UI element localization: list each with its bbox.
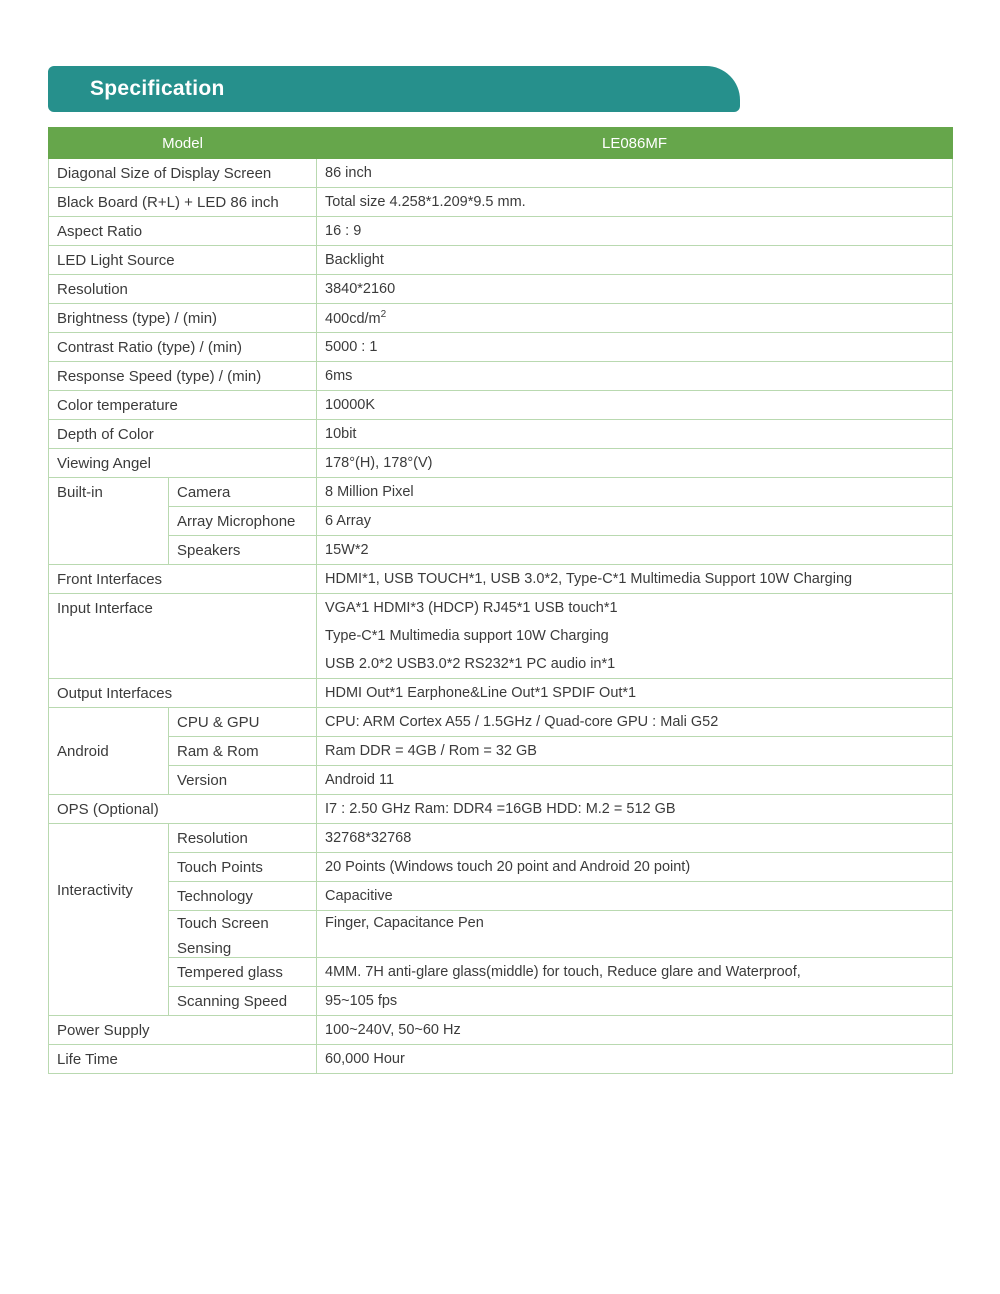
- row-value: 100~240V, 50~60 Hz: [317, 1016, 953, 1045]
- row-value: 178°(H), 178°(V): [317, 449, 953, 478]
- subrow-value: 8 Million Pixel: [317, 478, 953, 507]
- table-row: [49, 911, 953, 958]
- row-value: 86 inch: [317, 159, 953, 188]
- table-row: [49, 217, 953, 246]
- column-header-model: Model: [49, 128, 317, 159]
- input-interface-line: USB 2.0*2 USB3.0*2 RS232*1 PC audio in*1: [325, 656, 616, 672]
- table-row: [49, 708, 953, 737]
- table-row: [49, 594, 953, 679]
- subrow-value: CPU: ARM Cortex A55 / 1.5GHz / Quad-core GPU : Mali G52: [317, 708, 953, 737]
- subrow-label: Scanning Speed: [169, 987, 317, 1016]
- specification-table: [48, 127, 953, 1074]
- row-value: 5000 : 1: [317, 333, 953, 362]
- row-label: Resolution: [49, 275, 317, 304]
- row-label: Diagonal Size of Display Screen: [49, 159, 317, 188]
- subrow-label: Touch Points: [169, 853, 317, 882]
- table-row: [49, 824, 953, 853]
- table-row: [49, 188, 953, 217]
- row-label: Black Board (R+L) + LED 86 inch: [49, 188, 317, 217]
- subrow-label-line: Touch Screen: [177, 915, 269, 932]
- subrow-label: Array Microphone: [169, 507, 317, 536]
- subrow-value: 32768*32768: [317, 824, 953, 853]
- row-value: 10bit: [317, 420, 953, 449]
- subrow-label: Version: [169, 766, 317, 795]
- table-row: [49, 958, 953, 987]
- table-row: [49, 449, 953, 478]
- subrow-value: Android 11: [317, 766, 953, 795]
- subrow-label: Camera: [169, 478, 317, 507]
- banner-shape: [48, 66, 740, 112]
- subrow-value: 6 Array: [317, 507, 953, 536]
- subrow-value: 95~105 fps: [317, 987, 953, 1016]
- subrow-label-touch-screen-sensing: [169, 911, 317, 958]
- table-row: [49, 420, 953, 449]
- subrow-label: Resolution: [169, 824, 317, 853]
- row-label-input-interface: Input Interface: [49, 594, 317, 679]
- table-row: [49, 478, 953, 507]
- subrow-label: Tempered glass: [169, 958, 317, 987]
- row-value: Backlight: [317, 246, 953, 275]
- row-label: Brightness (type) / (min): [49, 304, 317, 333]
- row-label: Depth of Color: [49, 420, 317, 449]
- subrow-value: Capacitive: [317, 882, 953, 911]
- subrow-label: CPU & GPU: [169, 708, 317, 737]
- brightness-superscript: 2: [380, 309, 387, 321]
- row-label-front-interfaces: Front Interfaces: [49, 565, 317, 594]
- specification-banner: [48, 66, 740, 112]
- page-title: Specification: [90, 77, 225, 100]
- column-header-value: LE086MF: [317, 128, 953, 159]
- brightness-value: 400cd/m: [325, 310, 381, 327]
- subrow-value: 15W*2: [317, 536, 953, 565]
- group-label-interactivity: Interactivity: [49, 824, 169, 1016]
- row-label: Color temperature: [49, 391, 317, 420]
- table-row: [49, 565, 953, 594]
- table-row: [49, 391, 953, 420]
- table-header-row: [49, 128, 953, 159]
- table-row: [49, 766, 953, 795]
- table-row: [49, 795, 953, 824]
- table-row: [49, 987, 953, 1016]
- subrow-value: 20 Points (Windows touch 20 point and Android 20 point): [317, 853, 953, 882]
- table-row: [49, 507, 953, 536]
- subrow-value: Ram DDR = 4GB / Rom = 32 GB: [317, 737, 953, 766]
- input-interface-line: VGA*1 HDMI*3 (HDCP) RJ45*1 USB touch*1: [325, 600, 618, 616]
- row-value-front-interfaces: HDMI*1, USB TOUCH*1, USB 3.0*2, Type-C*1 Multimedia Support 10W Charging: [317, 565, 953, 594]
- table-row: [49, 159, 953, 188]
- table-row: [49, 536, 953, 565]
- row-label: Viewing Angel: [49, 449, 317, 478]
- row-label: Life Time: [49, 1045, 317, 1074]
- subrow-label: Ram & Rom: [169, 737, 317, 766]
- table-row: [49, 737, 953, 766]
- group-label-android: Android: [49, 708, 169, 795]
- row-label-output-interfaces: Output Interfaces: [49, 679, 317, 708]
- subrow-label: Speakers: [169, 536, 317, 565]
- table-row: [49, 679, 953, 708]
- row-value-input-interface: [317, 594, 953, 679]
- table-row: [49, 1045, 953, 1074]
- row-value: [317, 304, 953, 333]
- row-label: Contrast Ratio (type) / (min): [49, 333, 317, 362]
- row-value: 16 : 9: [317, 217, 953, 246]
- row-label: Response Speed (type) / (min): [49, 362, 317, 391]
- table-row: [49, 275, 953, 304]
- subrow-label-line: Sensing: [177, 940, 232, 957]
- row-value-ops: I7 : 2.50 GHz Ram: DDR4 =16GB HDD: M.2 = 512 GB: [317, 795, 953, 824]
- table-row: [49, 246, 953, 275]
- row-value: 3840*2160: [317, 275, 953, 304]
- row-label: Power Supply: [49, 1016, 317, 1045]
- input-interface-line: Type-C*1 Multimedia support 10W Charging: [325, 628, 609, 644]
- table-row: [49, 853, 953, 882]
- row-value: 60,000 Hour: [317, 1045, 953, 1074]
- subrow-label: Technology: [169, 882, 317, 911]
- subrow-value: Finger, Capacitance Pen: [317, 911, 953, 958]
- row-label: LED Light Source: [49, 246, 317, 275]
- table-row: [49, 1016, 953, 1045]
- table-row: [49, 882, 953, 911]
- row-value: 6ms: [317, 362, 953, 391]
- table-row: [49, 304, 953, 333]
- row-label: Aspect Ratio: [49, 217, 317, 246]
- row-value: 10000K: [317, 391, 953, 420]
- subrow-value: 4MM. 7H anti-glare glass(middle) for touch, Reduce glare and Waterproof,: [317, 958, 953, 987]
- table-row: [49, 362, 953, 391]
- table-row: [49, 333, 953, 362]
- row-value: Total size 4.258*1.209*9.5 mm.: [317, 188, 953, 217]
- row-label-ops: OPS (Optional): [49, 795, 317, 824]
- row-value-output-interfaces: HDMI Out*1 Earphone&Line Out*1 SPDIF Out*1: [317, 679, 953, 708]
- group-label-builtin: Built-in: [49, 478, 169, 565]
